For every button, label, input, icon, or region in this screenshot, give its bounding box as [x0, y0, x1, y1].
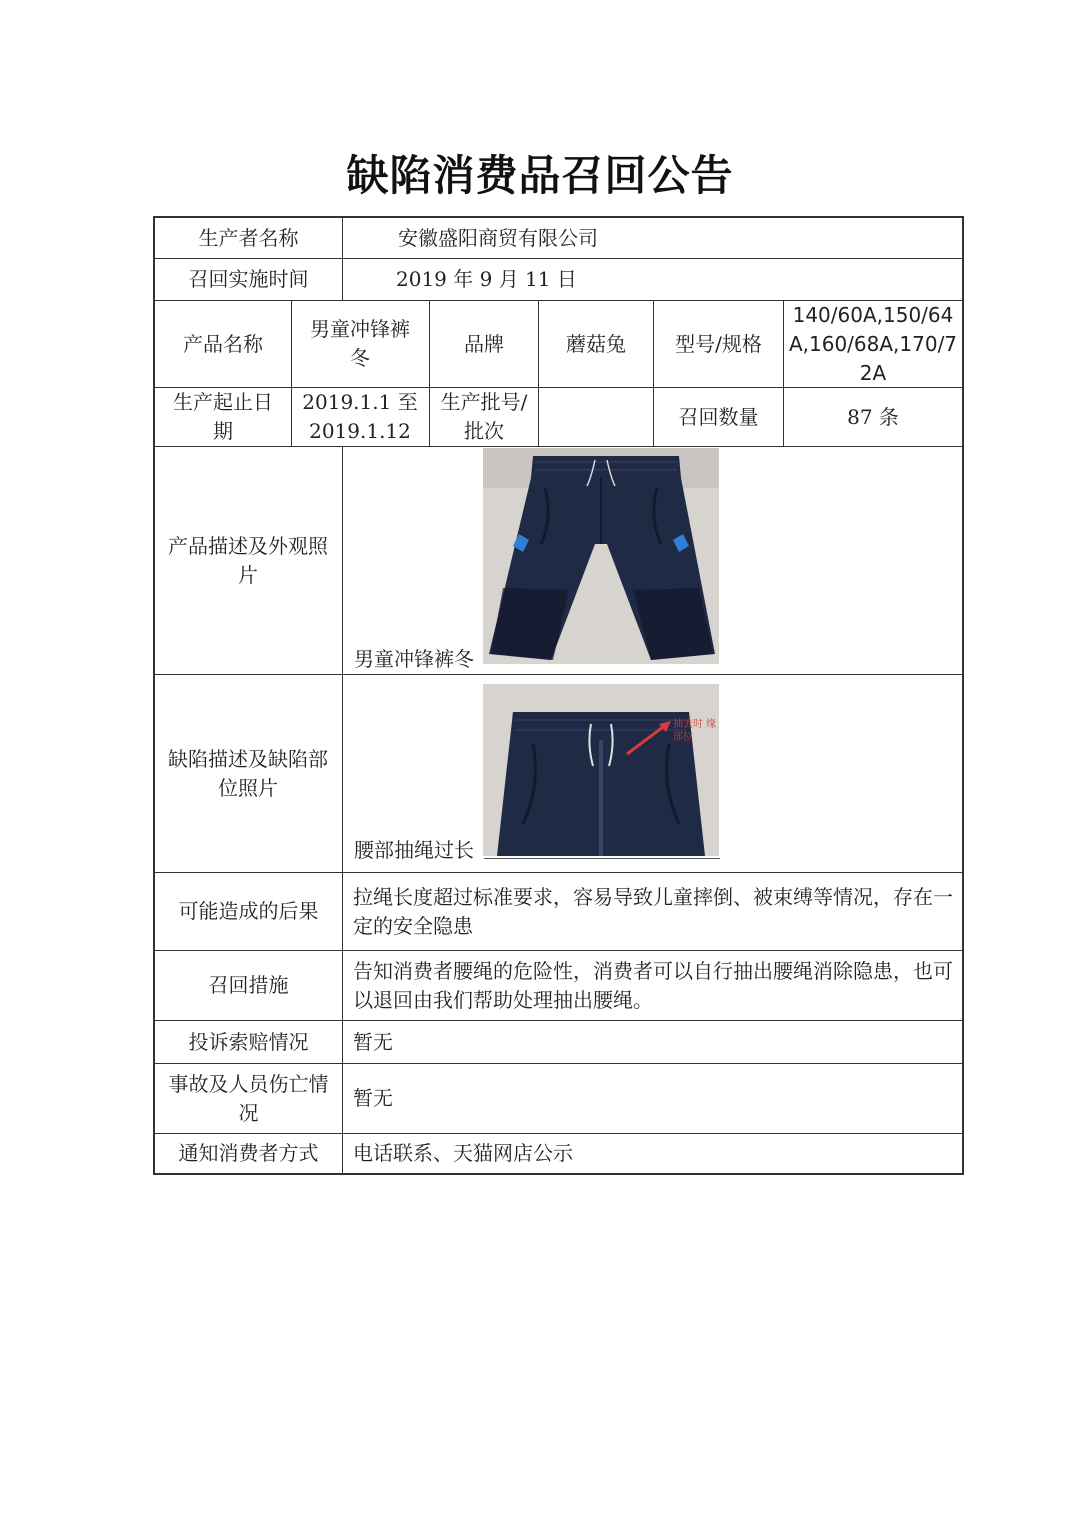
consequence-label: 可能造成的后果: [178, 899, 319, 923]
production-date-label: 生产起止日期: [173, 390, 273, 443]
measures-value: 告知消费者腰绳的危险性，消费者可以自行抽出腰绳消除隐患，也可以退回由我们帮助处理抽出腰绳。: [353, 958, 953, 1012]
model-label: 型号/规格: [675, 331, 762, 356]
consequence-value: 拉绳长度超过标准要求，容易导致儿童摔倒、被束缚等情况，存在一定的安全隐患: [353, 884, 953, 938]
product-name-value: 男童冲锋裤冬: [310, 317, 410, 370]
quantity-label: 召回数量: [678, 404, 759, 429]
manufacturer-value: 安徽盛阳商贸有限公司: [398, 225, 598, 250]
defect-photo-caption: 腰部抽绳过长: [354, 838, 474, 862]
product-name-label: 产品名称: [183, 331, 263, 356]
complaints-value: 暂无: [353, 1029, 393, 1054]
page-title: 缺陷消费品召回公告: [346, 151, 734, 200]
defect-desc-label: 缺陷描述及缺陷部位照片: [168, 746, 328, 800]
manufacturer-label: 生产者名称: [198, 225, 299, 250]
recall-time-label: 召回实施时间: [188, 267, 309, 291]
model-value: 140/60A,150/64A,160/68A,170/72A: [788, 302, 958, 385]
accidents-label: 事故及人员伤亡情况: [168, 1071, 329, 1125]
waist-closeup-image: [483, 684, 719, 856]
measures-label: 召回措施: [208, 973, 289, 997]
notify-value: 电话联系、天猫网店公示: [353, 1141, 573, 1165]
product-photo: [483, 448, 719, 664]
quantity-value: 87 条: [847, 404, 899, 429]
brand-value: 蘑菇兔: [566, 331, 626, 356]
notify-label: 通知消费者方式: [178, 1141, 319, 1165]
production-date-value: 2019.1.1 至 2019.1.12: [302, 390, 418, 443]
product-desc-label: 产品描述及外观照片: [168, 533, 328, 587]
batch-label: 生产批号/批次: [440, 390, 528, 443]
defect-arrow-note: 抽去时 缘部位: [673, 719, 717, 743]
product-photo-caption: 男童冲锋裤冬: [354, 647, 474, 671]
pants-image: [483, 448, 719, 664]
batch-value: [539, 388, 653, 446]
accidents-value: 暂无: [353, 1086, 393, 1110]
complaints-label: 投诉索赔情况: [188, 1029, 309, 1054]
recall-time-value: 2019 年 9 月 11 日: [396, 267, 577, 291]
brand-label: 品牌: [464, 331, 504, 356]
defect-photo: [483, 684, 719, 856]
